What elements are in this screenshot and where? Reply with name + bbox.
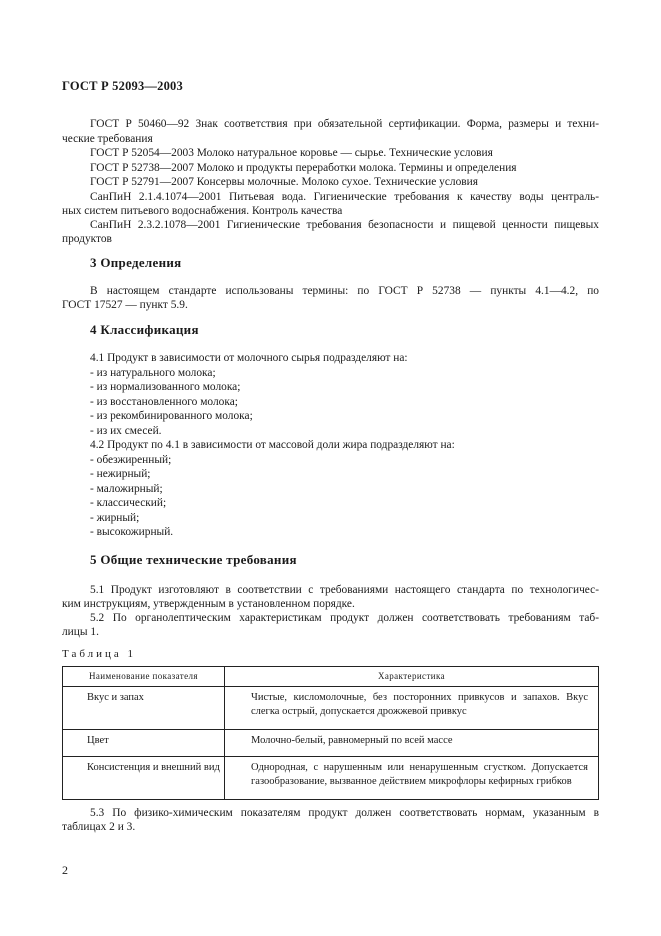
table-cell: Однородная, с нарушенным или ненарушенным сгустком. Допускается газообразование, вызванное действием микрофлоры кефирных грибков — [225, 757, 599, 800]
document-header: ГОСТ Р 52093—2003 — [62, 79, 183, 93]
list-item: - обезжиренный; — [90, 454, 172, 466]
list-item: - классический; — [90, 497, 167, 509]
table-cell: Чистые, кисломолочные, без посторонних привкусов и запахов. Вкус слегка острый, допускается дрожжевой привкус — [225, 687, 599, 730]
table-row — [63, 757, 599, 800]
clause-4-1: 4.1 Продукт в зависимости от молочного сырья подразделяют на: — [90, 352, 408, 364]
list-item: - из нормализованного молока; — [90, 381, 241, 393]
list-item: - из рекомбинированного молока; — [90, 410, 253, 422]
table-row — [63, 730, 599, 757]
section-4-heading: 4 Классификация — [90, 322, 199, 337]
section-3-heading: 3 Определения — [90, 255, 182, 270]
list-item: - из восстановленного молока; — [90, 396, 238, 408]
ref-gost-52054: ГОСТ Р 52054—2003 Молоко натуральное коровье — сырье. Технические условия — [90, 147, 493, 159]
clause-4-2: 4.2 Продукт по 4.1 в зависимости от массовой доли жира подразделяют на: — [90, 439, 455, 451]
table-caption: Таблица 1 — [62, 648, 137, 660]
ref-sanpin-1074: СанПиН 2.1.4.1074—2001 Питьевая вода. Гигиенические требования к качеству воды централь- — [90, 191, 599, 203]
column-header: Характеристика — [225, 667, 599, 687]
list-item: - маложирный; — [90, 483, 163, 495]
ref-gost-52738: ГОСТ Р 52738—2007 Молоко и продукты переработки молока. Термины и определения — [90, 162, 517, 174]
list-item: - из их смесей. — [90, 425, 162, 437]
table-1 — [62, 666, 599, 800]
table-cell: Молочно-белый, равномерный по всей массе — [225, 730, 599, 757]
section-5-heading: 5 Общие технические требования — [90, 552, 297, 567]
section-3-text-cont: ГОСТ 17527 — пункт 5.9. — [62, 299, 188, 311]
ref-sanpin-1078: СанПиН 2.3.2.1078—2001 Гигиенические требования безопасности и пищевой ценности пищевых — [90, 219, 599, 231]
clause-5-2-cont: лицы 1. — [62, 626, 99, 638]
table-header-row — [63, 667, 599, 687]
clause-5-3-cont: таблицах 2 и 3. — [62, 821, 136, 833]
clause-5-1: 5.1 Продукт изготовляют в соответствии с требованиями настоящего стандарта по технологичес- — [90, 584, 599, 596]
clause-5-1-cont: ким инструкциям, утвержденным в установленном порядке. — [62, 598, 355, 610]
ref-sanpin-1074-cont: ных систем питьевого водоснабжения. Контроль качества — [62, 205, 343, 217]
list-item: - высокожирный. — [90, 526, 174, 538]
table-cell: Цвет — [63, 730, 225, 757]
column-header: Наименование показателя — [63, 667, 225, 687]
list-item: - нежирный; — [90, 468, 151, 480]
page-number: 2 — [62, 863, 68, 877]
table-row — [63, 687, 599, 730]
table-cell: Вкус и запах — [63, 687, 225, 730]
list-item: - из натурального молока; — [90, 367, 216, 379]
ref-gost-50460-cont: ческие требования — [62, 133, 153, 145]
ref-gost-50460: ГОСТ Р 50460—92 Знак соответствия при обязательной сертификации. Форма, размеры и техни- — [90, 118, 599, 130]
list-item: - жирный; — [90, 512, 140, 524]
ref-gost-52791: ГОСТ Р 52791—2007 Консервы молочные. Молоко сухое. Технические условия — [90, 176, 478, 188]
clause-5-3: 5.3 По физико-химическим показателям продукт должен соответствовать нормам, указанным в — [90, 807, 599, 819]
table-cell: Консистенция и внешний вид — [63, 757, 225, 800]
ref-sanpin-1078-cont: продуктов — [62, 233, 112, 245]
section-3-text: В настоящем стандарте использованы термины: по ГОСТ Р 52738 — пункты 4.1—4.2, по — [90, 285, 599, 297]
clause-5-2: 5.2 По органолептическим характеристикам продукт должен соответствовать требованиям таб- — [90, 612, 599, 624]
